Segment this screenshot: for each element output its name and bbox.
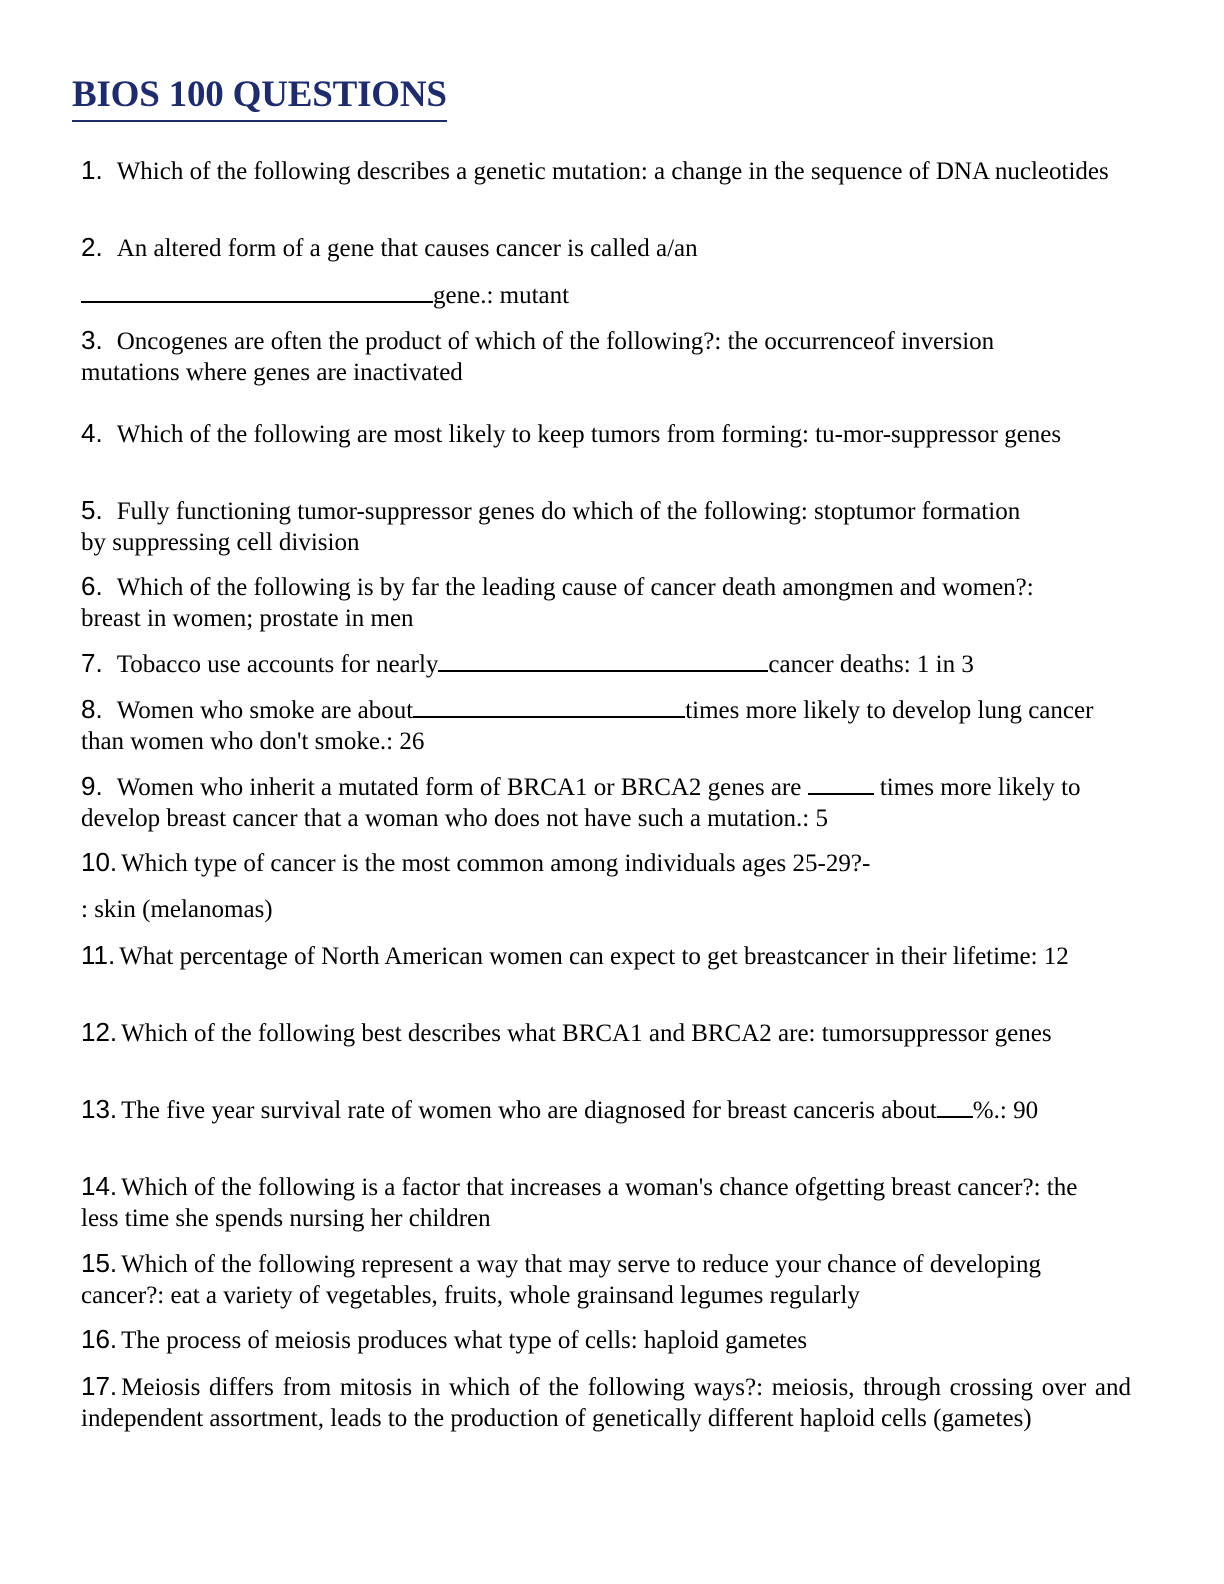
question-number: 15.: [81, 1248, 118, 1278]
question-3: [81, 325, 1091, 388]
question-4: [81, 418, 1131, 450]
question-number: 9.: [81, 771, 103, 801]
question-number: 3.: [81, 325, 103, 355]
question-text: Which of the following best describes what BRCA1 and BRCA2 are: tumorsuppressor genes: [121, 1020, 1052, 1047]
question-text-before-blank: Women who inherit a mutated form of BRCA1 or BRCA2 genes are: [116, 774, 802, 801]
question-number: 17.: [81, 1371, 118, 1401]
answer-text: : skin (melanomas): [81, 896, 273, 923]
question-number: 6.: [81, 571, 103, 601]
fill-in-blank: [81, 279, 433, 303]
question-text: Which of the following describes a genetic mutation: a change in the sequence of DNA nucleotides: [116, 158, 1109, 185]
question-10: [81, 847, 1151, 879]
question-number: 13.: [81, 1094, 118, 1124]
question-16: [81, 1324, 1151, 1356]
question-text-after-blank: gene.: mutant: [433, 282, 570, 309]
question-number: 2.: [81, 232, 103, 262]
question-number: 14.: [81, 1171, 118, 1201]
question-text: An altered form of a gene that causes cancer is called a/an: [116, 235, 698, 262]
question-1: [81, 155, 1111, 187]
question-text: Fully functioning tumor-suppressor genes do which of the following: stoptumor formation by suppressing cell division: [81, 498, 1021, 556]
fill-in-blank: [937, 1094, 973, 1118]
question-text: Which type of cancer is the most common among individuals ages 25-29?-: [121, 850, 871, 877]
question-7: [81, 648, 1151, 680]
question-text: Which of the following is a factor that increases a woman's chance ofgetting breast cancer?: the less time she spends nursing her children: [81, 1174, 1078, 1232]
question-17: [81, 1371, 1131, 1434]
fill-in-blank: [438, 648, 768, 672]
question-text: The process of meiosis produces what type of cells: haploid gametes: [121, 1327, 808, 1354]
question-text: Oncogenes are often the product of which of the following?: the occurrenceof inversion mutations where genes are inactivated: [81, 328, 995, 386]
question-12: [81, 1017, 1111, 1049]
question-2: [81, 232, 1151, 264]
question-number: 11.: [81, 940, 116, 970]
page-title: BIOS 100 QUESTIONS: [72, 72, 447, 122]
question-number: 4.: [81, 418, 103, 448]
question-text: Which of the following are most likely to keep tumors from forming: tu-mor-suppressor genes: [116, 421, 1062, 448]
fill-in-blank: [808, 771, 874, 795]
question-number: 7.: [81, 648, 103, 678]
question-11: [81, 940, 1071, 972]
question-text-after-blank: times more likely to develop lung cancer than women who don't smoke.: 26: [81, 697, 1094, 755]
question-text: What percentage of North American women can expect to get breastcancer in their lifetime: 12: [119, 943, 1069, 970]
question-number: 8.: [81, 694, 103, 724]
question-number: 5.: [81, 495, 103, 525]
question-text: Meiosis differs from mitosis in which of the following ways?: meiosis, through crossing over and independent assortment, leads to the production of genetically different haploid cells (gametes): [81, 1374, 1131, 1432]
question-text: Which of the following represent a way that may serve to reduce your chance of developing cancer?: eat a variety of vegetables, fruits, whole grainsand legumes regularly: [81, 1251, 1041, 1309]
question-14: [81, 1171, 1081, 1234]
question-text-after-blank: %.: 90: [972, 1097, 1039, 1124]
question-text-before-blank: Women who smoke are about: [116, 697, 414, 724]
question-number: 1.: [81, 155, 103, 185]
question-text-after-blank: cancer deaths: 1 in 3: [768, 651, 974, 678]
question-9: [81, 771, 1111, 834]
question-6: [81, 571, 1071, 634]
fill-in-blank: [413, 694, 685, 718]
question-text-before-blank: The five year survival rate of women who are diagnosed for breast canceris about: [121, 1097, 937, 1124]
question-10-answer: [81, 894, 1151, 925]
question-text-before-blank: Tobacco use accounts for nearly: [116, 651, 439, 678]
question-13: [81, 1094, 1121, 1126]
question-2-answer-line: [81, 279, 1151, 311]
question-number: 12.: [81, 1017, 118, 1047]
question-8: [81, 694, 1121, 757]
question-15: [81, 1248, 1081, 1311]
question-text: Which of the following is by far the leading cause of cancer death amongmen and women?: breast in women; prostate in men: [81, 574, 1034, 632]
question-number: 16.: [81, 1324, 118, 1354]
question-number: 10.: [81, 847, 118, 877]
question-5: [81, 495, 1041, 558]
question-text-after-blank: times more likely to develop breast cancer that a woman who does not have such a mutation.: 5: [81, 774, 1081, 832]
